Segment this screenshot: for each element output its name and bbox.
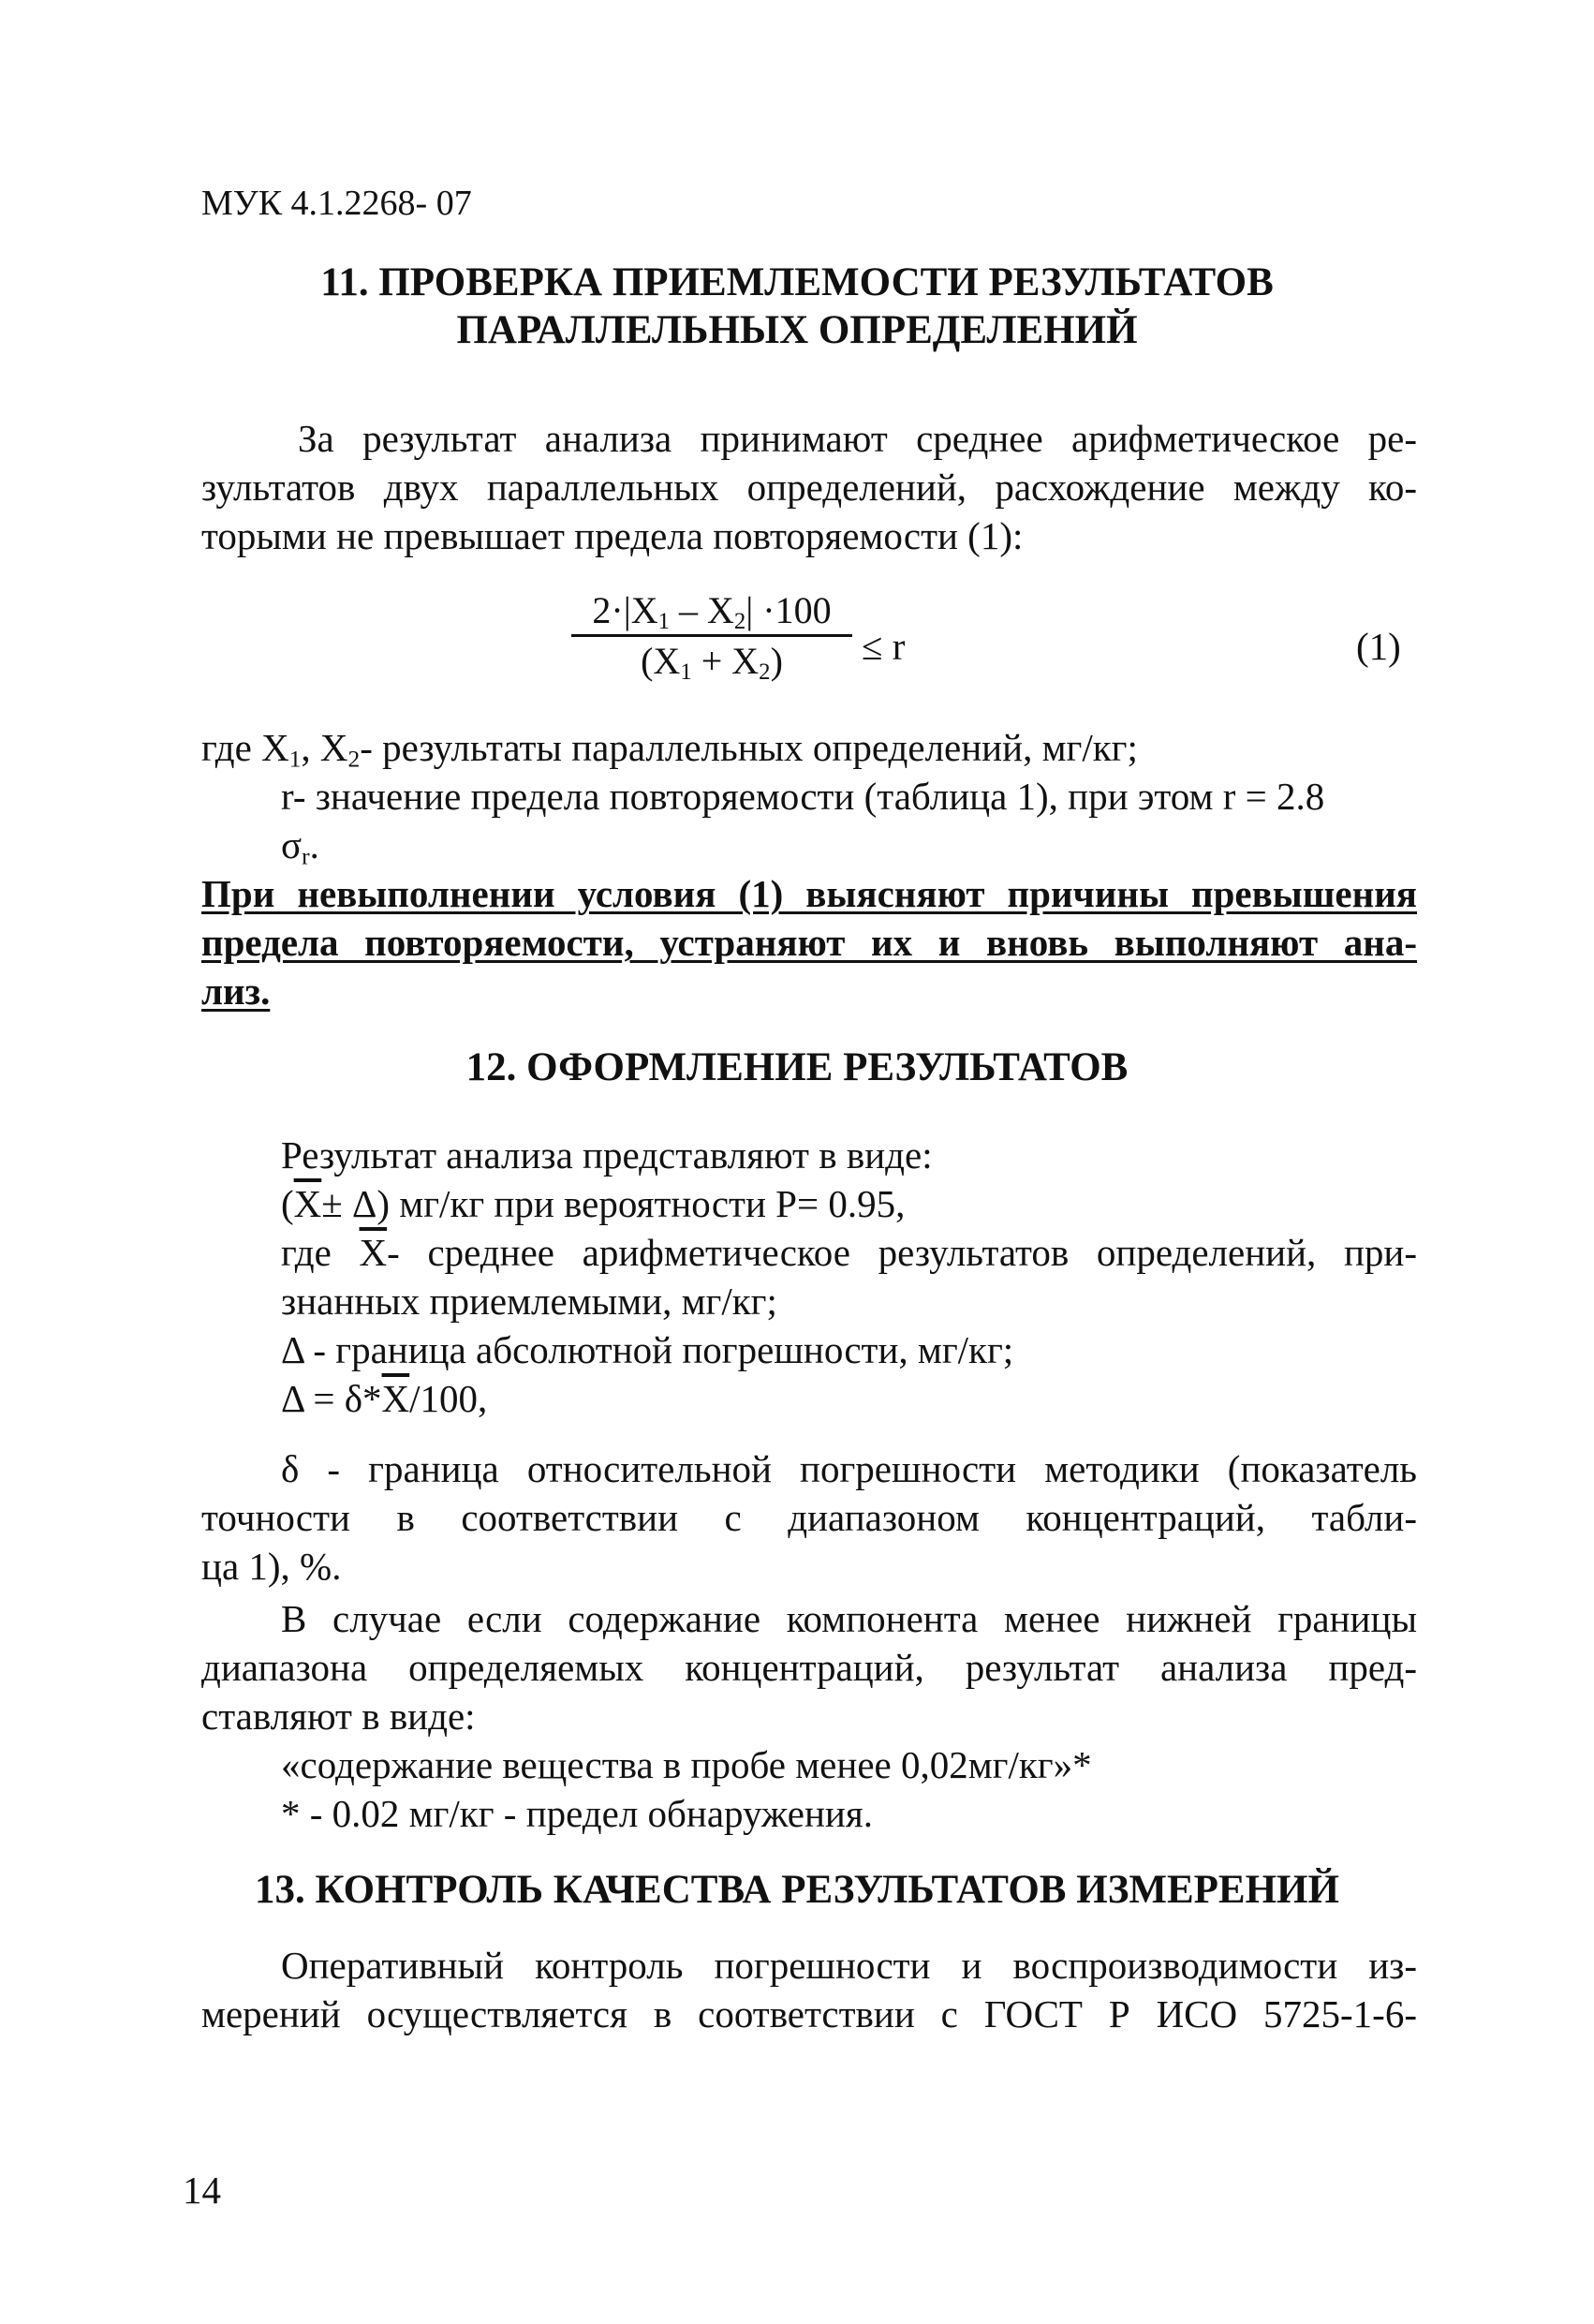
case-line-4: «содержание вещества в пробе менее 0,02мг/кг»* [281, 1743, 1092, 1786]
warning-line-2: предела повторяемости, устраняют их и вновь выполняют ана- [201, 921, 1417, 964]
case-line-3: ставляют в виде: [201, 1695, 476, 1738]
section-13-title: 13. КОНТРОЛЬ КАЧЕСТВА РЕЗУЛЬТАТОВ ИЗМЕРЕНИЙ [255, 1868, 1339, 1912]
formula-number: (1) [1356, 625, 1401, 668]
case-line-1: В случае если содержание компонента менее нижней границы [281, 1597, 1417, 1640]
section-12-title: 12. ОФОРМЛЕНИЕ РЕЗУЛЬТАТОВ [465, 1045, 1129, 1089]
delta-line-2: точности в соответствии с диапазоном концентраций, табли- [201, 1496, 1417, 1539]
s12-line-5: Δ - граница абсолютной погрешности, мг/кг; [281, 1328, 1014, 1371]
s13-line-1: Оперативный контроль погрешности и воспроизводимости из- [281, 1944, 1417, 1987]
s12-line-2: $(\overline{X}\pm \Delta)$ мг/кг при вероятности Р= 0.95, [281, 1182, 906, 1225]
r-definition-line: r- значение предела повторяемости (таблица 1), при этом r = 2.8 [281, 775, 1325, 818]
delta-line-1: δ - граница относительной погрешности методики (показатель [281, 1447, 1417, 1490]
warning-line-3: лиз. [201, 970, 271, 1013]
formula-denominator: $(X_1 + X_2)$ [641, 640, 783, 686]
section-11-title-line-2: ПАРАЛЛЕЛЬНЫХ ОПРЕДЕЛЕНИЙ [456, 308, 1138, 352]
delta-line-3: ца 1), %. [201, 1545, 342, 1588]
s12-line-1: Результат анализа представляют в виде: [281, 1133, 933, 1177]
section-11-title-line-1: 11. ПРОВЕРКА ПРИЕМЛЕМОСТИ РЕЗУЛЬТАТОВ [320, 260, 1274, 304]
where-x1-x2-line: где $X_1$, $X_2-$ результаты параллельных определений, мг/кг; [201, 726, 1138, 773]
s12-line-6: $\Delta = \delta*\overline{X}/100$, [281, 1377, 488, 1420]
s11-paragraph-line-2: зультатов двух параллельных определений, расхождение между ко- [201, 466, 1417, 509]
sigma-r-line: $\sigma_r$. [281, 823, 319, 870]
case-line-5: * - 0.02 мг/кг - предел обнаружения. [281, 1792, 873, 1835]
s12-line-3: где $\overline{X}-$ среднее арифметическое результатов определений, при- [281, 1231, 1417, 1274]
s11-paragraph-line-3: торыми не превышает предела повторяемости (1): [201, 514, 1024, 557]
warning-line-1: При невыполнении условия (1) выясняют причины превышения [201, 872, 1417, 915]
s11-paragraph-line-1: За результат анализа принимают среднее арифметическое ре- [298, 417, 1417, 460]
repeatability-formula [571, 588, 852, 686]
s12-line-4: знанных приемлемыми, мг/кг; [281, 1280, 777, 1323]
formula-rhs: ≤ r [862, 625, 906, 668]
page-number: 14 [183, 2169, 221, 2212]
case-line-2: диапазона определяемых концентраций, результат анализа пред- [201, 1646, 1417, 1689]
s13-line-2: мерений осуществляется в соответствии с ГОСТ Р ИСО 5725-1-6- [201, 1992, 1417, 2035]
formula-numerator: $2\cdot|X_1 - X_2| \cdot 100$ [571, 588, 852, 637]
document-code: МУК 4.1.2268- 07 [201, 184, 472, 223]
